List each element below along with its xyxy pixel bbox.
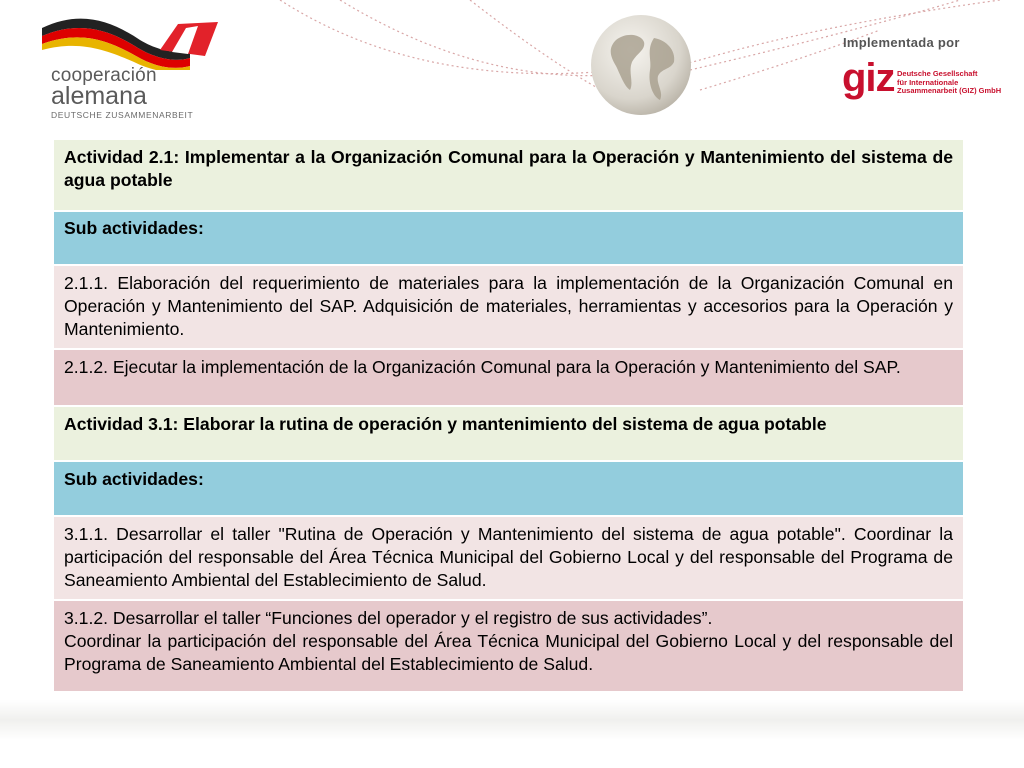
activities-table: [54, 140, 963, 693]
slide-header: [0, 0, 1024, 130]
activity-row: [54, 140, 963, 212]
flag-ribbon-icon: [40, 10, 230, 70]
globe-icon: [586, 10, 696, 120]
giz-wordmark: giz: [842, 56, 895, 100]
cooperacion-alemana-logo: [40, 10, 230, 120]
logo-text-cooperacion: cooperación: [51, 65, 157, 86]
giz-logo: [840, 30, 1010, 110]
sub-activity-row: [54, 266, 963, 350]
activity-row: [54, 407, 963, 462]
logo-text-deutsche: DEUTSCHE ZUSAMMENARBEIT: [51, 110, 194, 120]
sub-activity-3-1-1: 3.1.1. Desarrollar el taller "Rutina de Operación y Mantenimiento del sistema de agua potable". Coordinar la participación del responsable del Área Técnica Municipal del Gobierno Local y del responsable del Programa de Saneamiento Ambiental del Establecimiento de Salud.: [64, 524, 953, 590]
sub-activities-label: Sub actividades:: [64, 218, 204, 238]
sub-activity-3-1-2-line1: 3.1.2. Desarrollar el taller “Funciones del operador y el registro de sus actividades”.: [64, 608, 713, 628]
activity-2-1-title: Actividad 2.1: Implementar a la Organización Comunal para la Operación y Mantenimiento del sistema de agua potable: [64, 147, 953, 190]
activity-3-1-title: Actividad 3.1: Elaborar la rutina de operación y mantenimiento del sistema de agua potable: [64, 414, 827, 434]
sub-activities-header: [54, 462, 963, 517]
sub-activity-row: [54, 350, 963, 407]
sub-activity-2-1-2: 2.1.2. Ejecutar la implementación de la Organización Comunal para la Operación y Mantenimiento del SAP.: [64, 357, 901, 377]
implemented-by-label: Implementada por: [843, 35, 960, 50]
sub-activities-label: Sub actividades:: [64, 469, 204, 489]
sub-activity-row: [54, 517, 963, 601]
sub-activities-header: [54, 212, 963, 266]
giz-org-name: Deutsche Gesellschaft für Internationale Zusammenarbeit (GIZ) GmbH: [897, 69, 1002, 96]
sub-activity-row: [54, 601, 963, 693]
logo-text-alemana: alemana: [51, 82, 147, 110]
footer-band: [0, 700, 1024, 740]
sub-activity-3-1-2-line2: Coordinar la participación del responsable del Área Técnica Municipal del Gobierno Local y del responsable del Programa de Saneamiento Ambiental del Establecimiento de Salud.: [64, 631, 953, 674]
sub-activity-2-1-1: 2.1.1. Elaboración del requerimiento de materiales para la implementación de la Organización Comunal en Operación y Mantenimiento del SAP. Adquisición de materiales, herramientas y accesorios para la Operación y Mantenimiento.: [64, 273, 953, 339]
